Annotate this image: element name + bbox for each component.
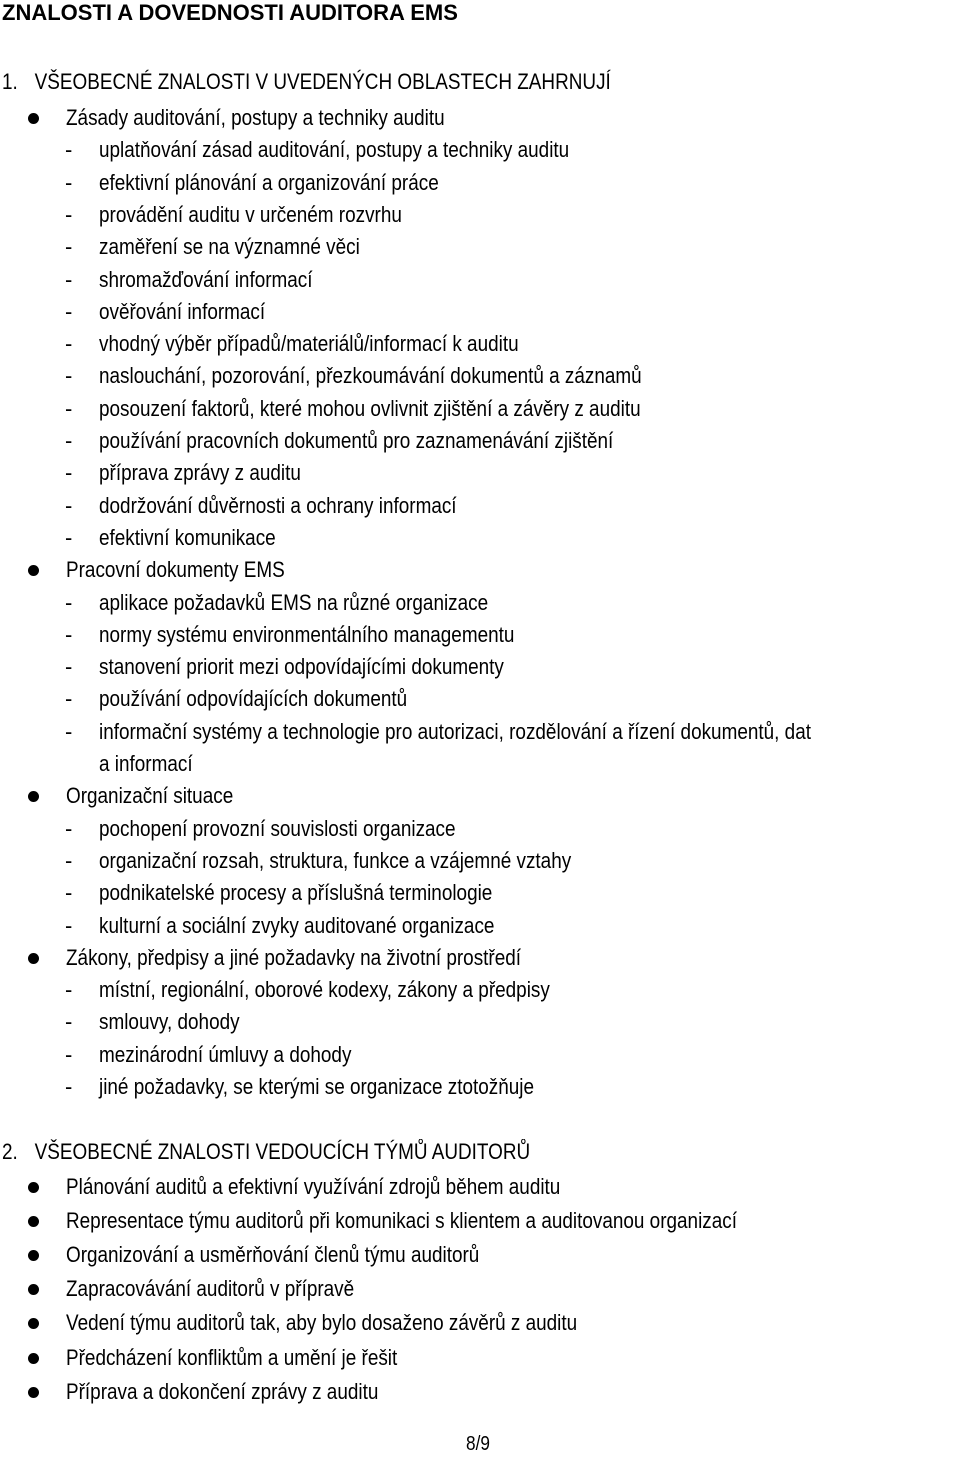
dash-marker: - xyxy=(65,589,73,615)
sub-item: používání odpovídajících dokumentů xyxy=(99,686,408,712)
sub-item: organizační rozsah, struktura, funkce a vzájemné vztahy xyxy=(99,847,572,873)
dash-marker: - xyxy=(65,1009,73,1035)
bullet-icon xyxy=(28,1353,39,1364)
bullet-icon xyxy=(28,1216,39,1227)
bullet-item: Zákony, předpisy a jiné požadavky na životní prostředí xyxy=(66,944,522,970)
bullet-item: Vedení týmu auditorů tak, aby bylo dosaženo závěrů z auditu xyxy=(66,1310,578,1336)
dash-marker: - xyxy=(65,977,73,1003)
dash-marker: - xyxy=(65,201,73,227)
sub-item: vhodný výběr případů/materiálů/informací k auditu xyxy=(99,331,519,357)
section-2-heading-text: VŠEOBECNÉ ZNALOSTI VEDOUCÍCH TÝMŮ AUDITORŮ xyxy=(34,1139,531,1164)
dash-marker: - xyxy=(65,524,73,550)
sub-item: příprava zprávy z auditu xyxy=(99,460,301,486)
dash-marker: - xyxy=(65,1041,73,1067)
section-2-number: 2. xyxy=(2,1139,18,1164)
bullet-item: Příprava a dokončení zprávy z auditu xyxy=(66,1378,379,1404)
bullet-icon xyxy=(28,113,39,124)
sub-item: normy systému environmentálního managementu xyxy=(99,621,515,647)
dash-marker: - xyxy=(65,331,73,357)
dash-marker: - xyxy=(65,815,73,841)
section-1-heading xyxy=(2,67,611,97)
bullet-item: Representace týmu auditorů při komunikaci s klientem a auditovanou organizací xyxy=(66,1208,737,1234)
dash-marker: - xyxy=(65,621,73,647)
section-2-heading xyxy=(2,1137,530,1167)
dash-marker: - xyxy=(65,847,73,873)
page-title: ZNALOSTI A DOVEDNOSTI AUDITORA EMS xyxy=(2,0,458,25)
bullet-item: Pracovní dokumenty EMS xyxy=(66,557,285,583)
dash-marker: - xyxy=(65,428,73,453)
sub-item: naslouchání, pozorování, přezkoumávání dokumentů a záznamů xyxy=(99,363,642,389)
section-1-heading-text: VŠEOBECNÉ ZNALOSTI V UVEDENÝCH OBLASTECH ZAHRNUJÍ xyxy=(34,69,611,94)
sub-item: efektivní plánování a organizování práce xyxy=(99,169,439,195)
dash-marker: - xyxy=(65,234,73,260)
sub-item: zaměření se na významné věci xyxy=(99,234,360,260)
bullet-item: Organizační situace xyxy=(66,783,234,809)
sub-item: pochopení provozní souvislosti organizace xyxy=(99,815,456,841)
sub-item: místní, regionální, oborové kodexy, zákony a předpisy xyxy=(99,977,550,1003)
dash-marker: - xyxy=(65,492,73,518)
bullet-icon xyxy=(28,1318,39,1329)
sub-item: používání pracovních dokumentů pro zaznamenávání zjištění xyxy=(99,428,614,453)
bullet-icon xyxy=(28,1387,39,1398)
bullet-icon xyxy=(28,1182,39,1193)
dash-marker: - xyxy=(65,137,73,163)
bullet-icon xyxy=(28,1250,39,1261)
dash-marker: - xyxy=(65,880,73,906)
bullet-item: Organizování a usměrňování členů týmu auditorů xyxy=(66,1242,480,1268)
sub-item: provádění auditu v určeném rozvrhu xyxy=(99,201,402,227)
bullet-icon xyxy=(28,953,39,964)
dash-marker: - xyxy=(65,654,73,680)
bullet-item: Zapracovávání auditorů v přípravě xyxy=(66,1276,355,1302)
sub-item: shromažďování informací xyxy=(99,266,313,292)
dash-marker: - xyxy=(65,460,73,486)
sub-item: uplatňování zásad auditování, postupy a techniky auditu xyxy=(99,137,570,163)
dash-marker: - xyxy=(65,395,73,421)
sub-item: ověřování informací xyxy=(99,298,266,324)
sub-item: podnikatelské procesy a příslušná terminologie xyxy=(99,880,493,906)
bullet-icon xyxy=(28,565,39,576)
bullet-item: Zásady auditování, postupy a techniky auditu xyxy=(66,105,445,130)
dash-marker: - xyxy=(65,1074,73,1099)
dash-marker: - xyxy=(65,266,73,292)
bullet-icon xyxy=(28,791,39,802)
sub-item: kulturní a sociální zvyky auditované organizace xyxy=(99,912,495,938)
sub-item: efektivní komunikace xyxy=(99,524,276,550)
bullet-icon xyxy=(28,1284,39,1295)
dash-marker: - xyxy=(65,169,73,195)
sub-item: aplikace požadavků EMS na různé organizace xyxy=(99,589,489,615)
sub-item: informační systémy a technologie pro autorizaci, rozdělování a řízení dokumentů, dat xyxy=(99,718,811,744)
sub-item: posouzení faktorů, které mohou ovlivnit zjištění a závěry z auditu xyxy=(99,395,641,421)
dash-marker: - xyxy=(65,363,73,389)
sub-item: stanovení priorit mezi odpovídajícími dokumenty xyxy=(99,654,504,680)
sub-item: a informací xyxy=(99,751,193,776)
dash-marker: - xyxy=(65,298,73,324)
dash-marker: - xyxy=(65,912,73,938)
bullet-item: Plánování auditů a efektivní využívání zdrojů během auditu xyxy=(66,1174,561,1199)
sub-item: mezinárodní úmluvy a dohody xyxy=(99,1041,352,1067)
section-1-number: 1. xyxy=(2,69,18,94)
sub-item: smlouvy, dohody xyxy=(99,1009,240,1035)
dash-marker: - xyxy=(65,718,73,744)
sub-item: jiné požadavky, se kterými se organizace ztotožňuje xyxy=(99,1074,535,1099)
bullet-item: Předcházení konfliktům a umění je řešit xyxy=(66,1344,398,1370)
page-number: 8/9 xyxy=(466,1433,490,1455)
dash-marker: - xyxy=(65,686,73,712)
sub-item: dodržování důvěrnosti a ochrany informací xyxy=(99,492,457,518)
